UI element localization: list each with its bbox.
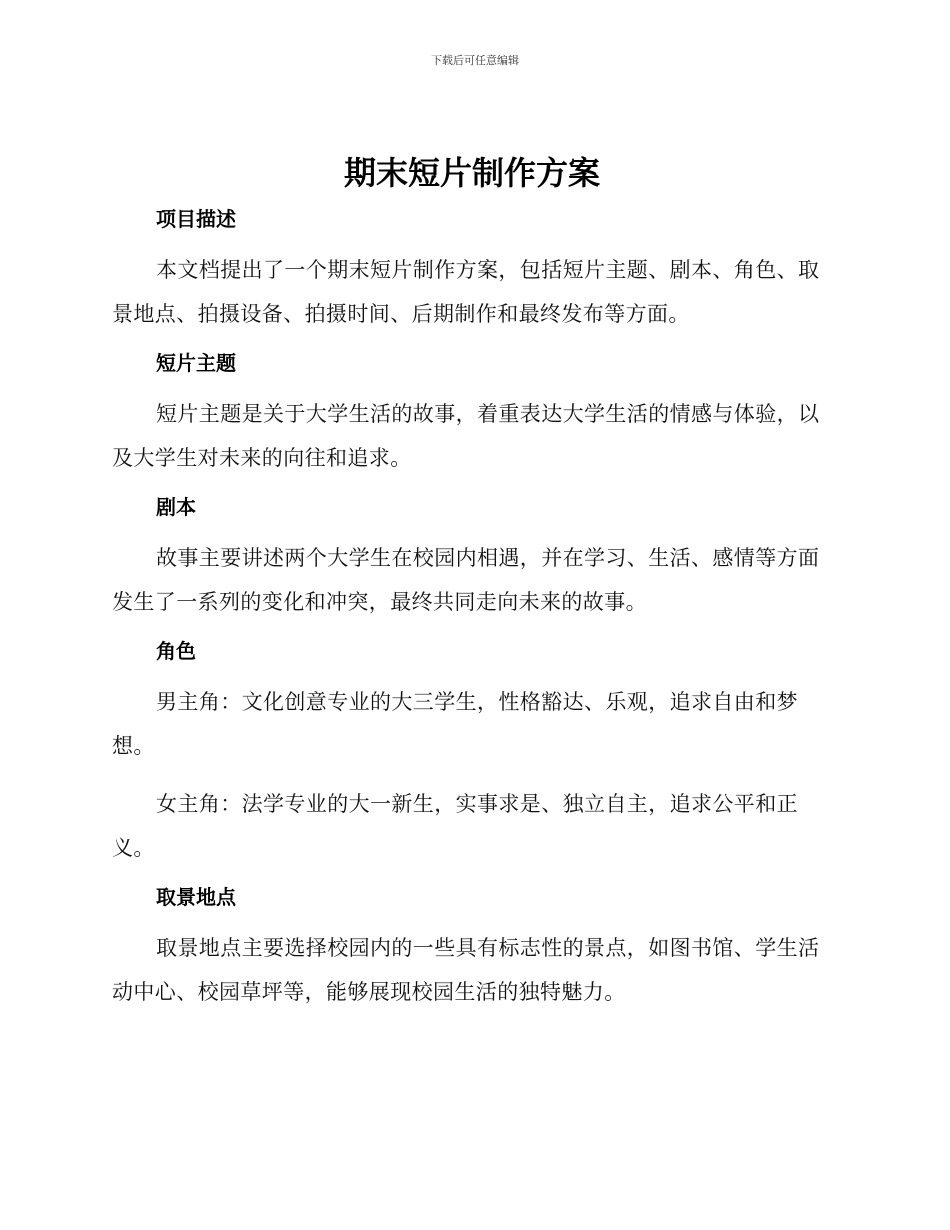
section-locations <box>112 882 832 1014</box>
section-heading: 短片主题 <box>156 351 236 375</box>
section-paragraph: 本文档提出了一个期末短片制作方案，包括短片主题、剧本、角色、取景地点、拍摄设备、拍摄时间、后期制作和最终发布等方面。 <box>112 258 820 326</box>
section-heading: 角色 <box>156 639 196 663</box>
section-paragraph: 男主角：文化创意专业的大三学生，性格豁达、乐观，追求自由和梦想。 <box>112 690 798 758</box>
section-paragraph: 故事主要讲述两个大学生在校园内相遇，并在学习、生活、感情等方面发生了一系列的变化和冲突，最终共同走向未来的故事。 <box>112 546 820 614</box>
section-paragraph: 短片主题是关于大学生活的故事，着重表达大学生活的情感与体验，以及大学生对未来的向往和追求。 <box>112 402 820 470</box>
section-heading: 取景地点 <box>156 885 236 909</box>
section-project-description <box>112 204 832 336</box>
section-paragraph: 女主角：法学专业的大一新生，实事求是、独立自主，追求公平和正义。 <box>112 792 798 860</box>
document-body <box>112 150 832 1014</box>
section-characters <box>112 636 832 870</box>
document-title: 期末短片制作方案 <box>343 154 600 192</box>
section-heading: 剧本 <box>156 495 196 519</box>
section-paragraph: 取景地点主要选择校园内的一些具有标志性的景点，如图书馆、学生活动中心、校园草坪等，能够展现校园生活的独特魅力。 <box>112 936 820 1004</box>
section-heading: 项目描述 <box>156 207 236 231</box>
section-film-theme <box>112 348 832 480</box>
section-script <box>112 492 832 624</box>
page-header-note: 下载后可任意编辑 <box>431 54 519 67</box>
